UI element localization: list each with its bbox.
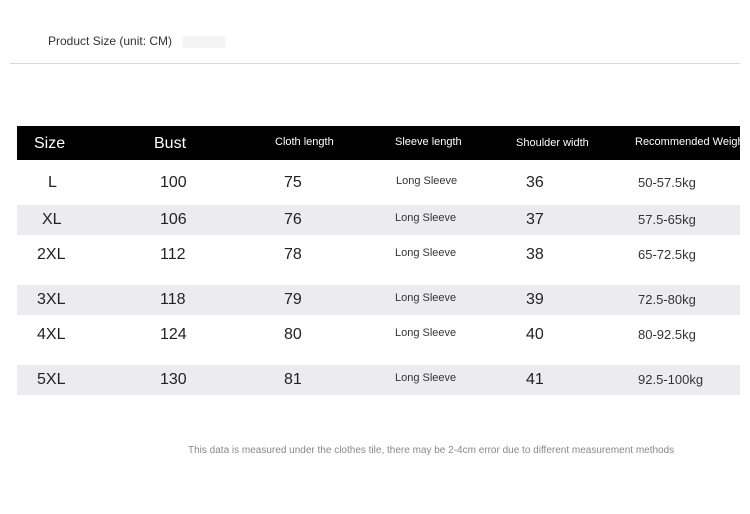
cell-size: 2XL (37, 246, 66, 263)
cell-recommended-weight: 80-92.5kg (638, 327, 696, 342)
column-header-recommended-weight: Recommended Weigh (635, 136, 744, 148)
cell-cloth-length: 79 (284, 291, 302, 308)
size-table (17, 126, 744, 400)
cell-shoulder-width: 40 (526, 326, 544, 343)
table-row (17, 285, 740, 315)
table-row (17, 240, 740, 280)
cell-bust: 100 (160, 174, 187, 191)
cell-cloth-length: 75 (284, 174, 302, 191)
cell-cloth-length: 80 (284, 326, 302, 343)
column-header-shoulder-width: Shoulder width (516, 137, 589, 149)
cell-recommended-weight: 72.5-80kg (638, 292, 696, 307)
cell-cloth-length: 81 (284, 371, 302, 388)
measurement-note: This data is measured under the clothes tile, there may be 2-4cm error due to different measurement methods (188, 445, 675, 456)
cell-size: 5XL (37, 371, 66, 388)
page-title: Product Size (unit: CM) (48, 34, 173, 48)
cell-recommended-weight: 92.5-100kg (638, 372, 704, 387)
table-row (17, 160, 740, 200)
cell-size: XL (42, 211, 62, 228)
table-header-row (17, 126, 744, 160)
cell-size: 3XL (37, 291, 66, 308)
cell-bust: 130 (160, 371, 187, 388)
cell-bust: 118 (160, 291, 186, 308)
watermark-smudge (183, 36, 225, 48)
cell-shoulder-width: 41 (526, 371, 544, 388)
column-header-sleeve-length: Sleeve length (395, 136, 462, 148)
table-row (17, 205, 740, 235)
cell-sleeve-length: Long Sleeve (395, 292, 457, 304)
cell-recommended-weight: 65-72.5kg (638, 247, 696, 262)
table-row (17, 365, 740, 395)
cell-sleeve-length: Long Sleeve (395, 247, 457, 259)
cell-sleeve-length: Long Sleeve (395, 327, 457, 339)
cell-bust: 106 (160, 211, 187, 228)
cell-shoulder-width: 36 (526, 174, 544, 191)
cell-recommended-weight: 57.5-65kg (638, 212, 696, 227)
column-header-size: Size (34, 135, 66, 152)
cell-cloth-length: 78 (284, 246, 302, 263)
cell-bust: 124 (160, 326, 187, 343)
column-header-bust: Bust (154, 135, 187, 152)
cell-sleeve-length: Long Sleeve (396, 175, 458, 187)
cell-bust: 112 (160, 246, 186, 263)
cell-shoulder-width: 37 (526, 211, 544, 228)
cell-sleeve-length: Long Sleeve (395, 212, 457, 224)
cell-shoulder-width: 39 (526, 291, 544, 308)
cell-recommended-weight: 50-57.5kg (638, 175, 696, 190)
cell-cloth-length: 76 (284, 211, 302, 228)
column-header-cloth-length: Cloth length (275, 136, 334, 148)
cell-size: 4XL (37, 326, 66, 343)
cell-sleeve-length: Long Sleeve (395, 372, 457, 384)
table-row (17, 320, 740, 360)
header-divider (10, 63, 740, 64)
cell-size: L (48, 174, 57, 191)
cell-shoulder-width: 38 (526, 246, 544, 263)
